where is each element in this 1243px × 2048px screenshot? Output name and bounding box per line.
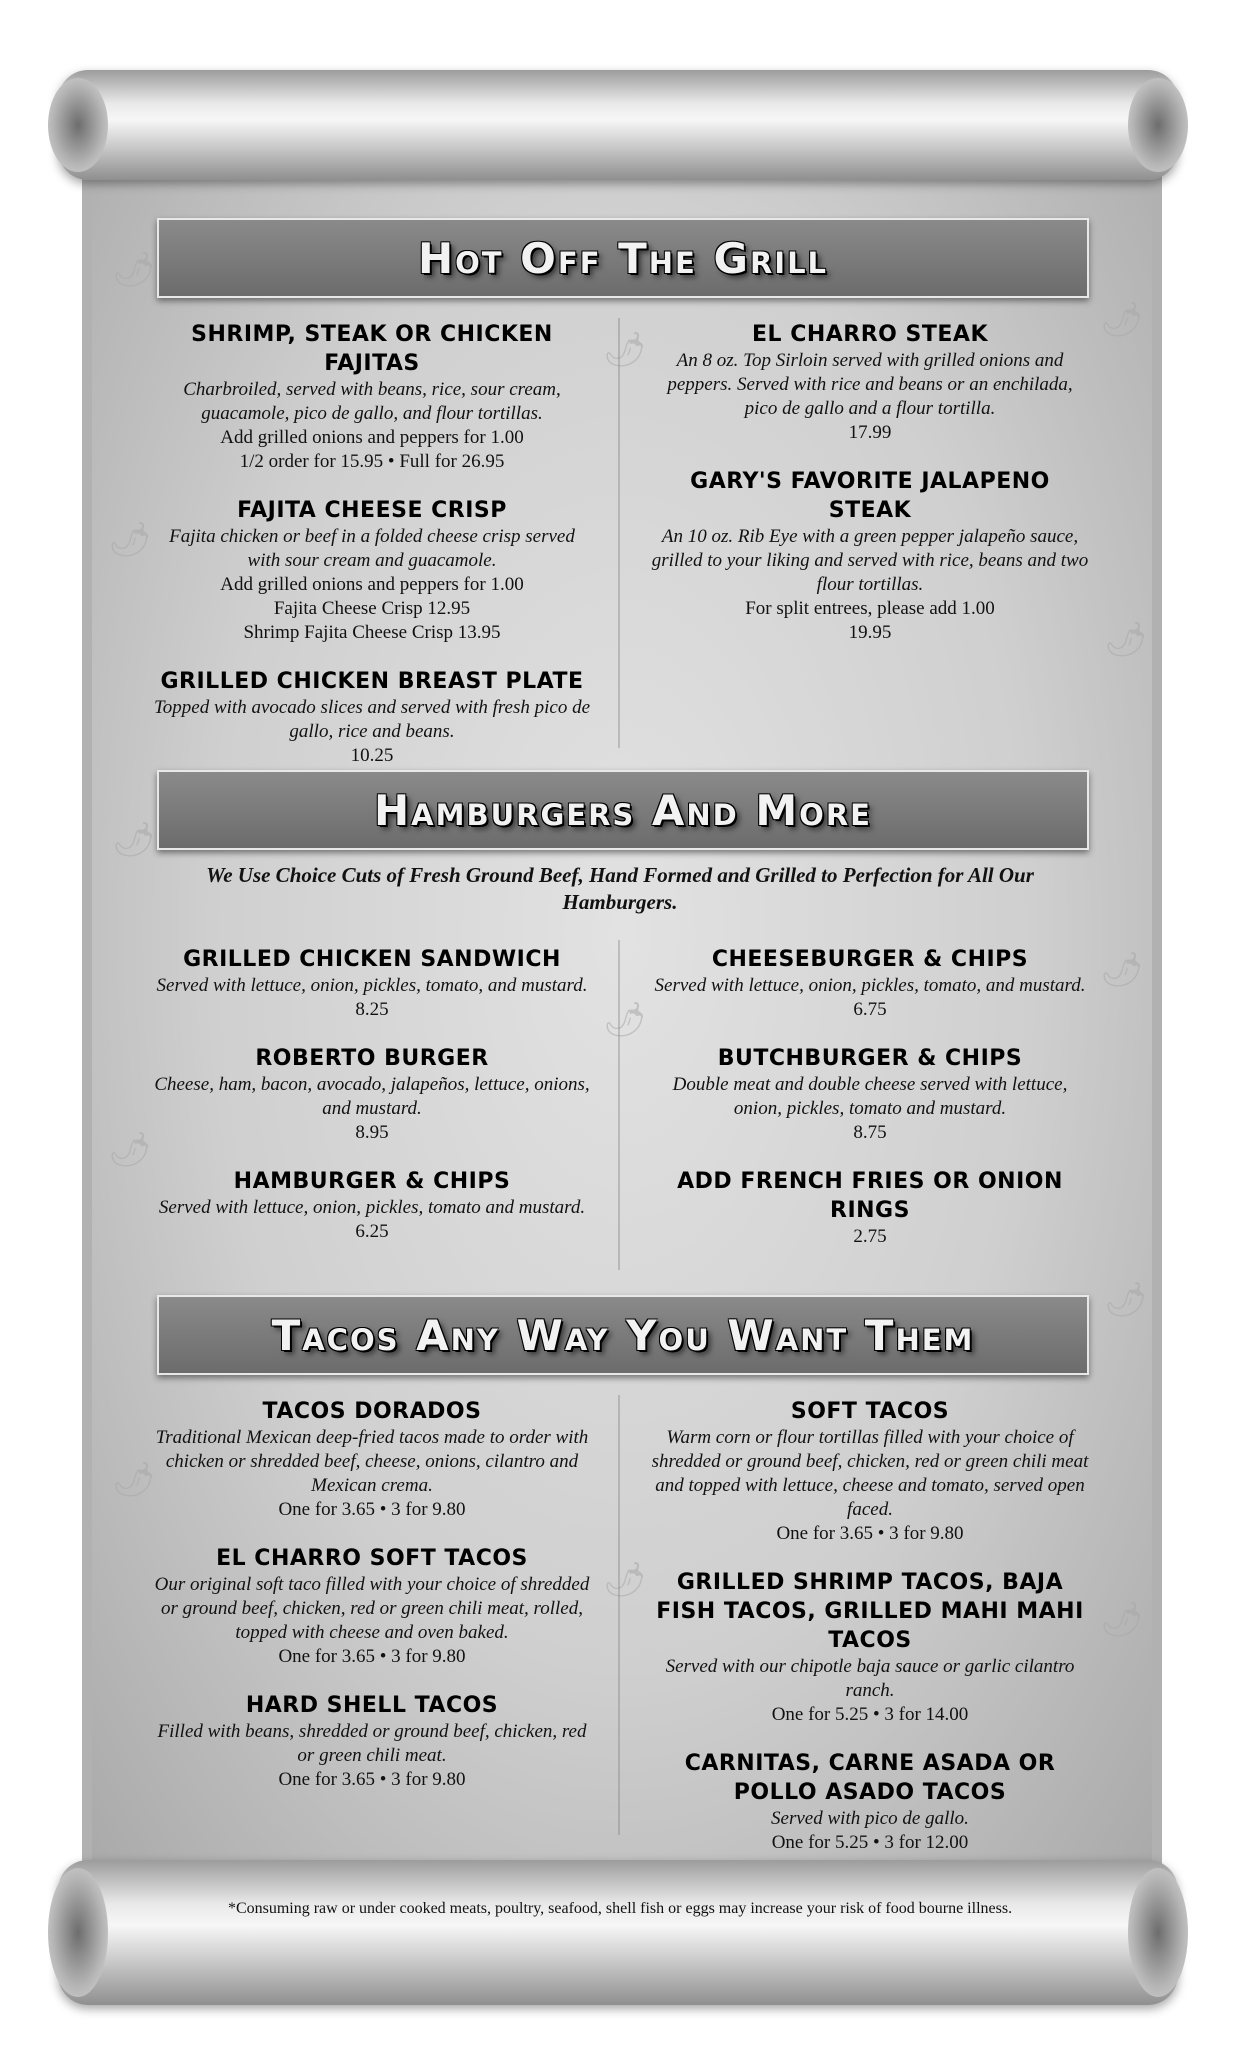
menu-item-name: CHEESEBURGER & CHIPS [711, 947, 1029, 972]
menu-item-price: Fajita Cheese Crisp 12.95 [273, 598, 471, 619]
chili-pepper-icon: 🌶 [112, 1460, 156, 1500]
menu-item [650, 1568, 1090, 1727]
menu-item-price: 19.95 [848, 622, 892, 643]
menu-item-name: CARNITAS, CARNE ASADA OR POLLO ASADO TACOS [684, 1751, 1056, 1805]
menu-item-price: 10.25 [350, 745, 394, 766]
menu-item-price: One for 3.65 • 3 for 9.80 [278, 1769, 466, 1790]
menu-item [152, 496, 592, 645]
menu-item-price: 17.99 [848, 422, 892, 443]
menu-item-name: HAMBURGER & CHIPS [233, 1169, 511, 1194]
menu-item [152, 1044, 592, 1145]
menu-item-name: FAJITA CHEESE CRISP [237, 498, 507, 523]
menu-item-price: 6.25 [355, 1221, 389, 1242]
chili-pepper-icon: 🌶 [603, 1560, 647, 1600]
menu-item-description: An 10 oz. Rib Eye with a green pepper jalapeño sauce, grilled to your liking and served with rice, beans and two flour tortillas. [651, 526, 1089, 595]
chili-pepper-icon: 🌶 [108, 1130, 152, 1170]
menu-item-name: ROBERTO BURGER [255, 1046, 489, 1071]
menu-item-description: Warm corn or flour tortillas filled with your choice of shredded or ground beef, chicken, red or green chili meat and topped with lettuce, cheese and tomato, served open faced. [651, 1427, 1089, 1520]
menu-item-description: Fajita chicken or beef in a folded cheese crisp served with sour cream and guacamole. [169, 526, 575, 571]
menu-item-name: BUTCHBURGER & CHIPS [717, 1046, 1023, 1071]
burgers-right-column [650, 945, 1090, 1271]
menu-item-description: Double meat and double cheese served with lettuce, onion, pickles, tomato and mustard. [672, 1074, 1068, 1119]
menu-item [152, 667, 592, 768]
menu-item-description: Our original soft taco filled with your choice of shredded or ground beef, chicken, red or green chili meat, rolled, topped with cheese and oven baked. [154, 1574, 590, 1643]
menu-item-description: Served with lettuce, onion, pickles, tomato, and mustard. [156, 975, 588, 996]
menu-item [650, 320, 1090, 445]
menu-item [650, 1044, 1090, 1145]
menu-item-description: Topped with avocado slices and served with fresh pico de gallo, rice and beans. [153, 697, 591, 742]
menu-item-price: One for 3.65 • 3 for 9.80 [278, 1646, 466, 1667]
menu-item-description: Served with lettuce, onion, pickles, tomato, and mustard. [654, 975, 1086, 996]
burgers-left-column [152, 945, 592, 1266]
scroll-top-roll [58, 70, 1178, 180]
menu-item-price: Add grilled onions and peppers for 1.00 [220, 574, 524, 595]
column-divider [618, 940, 620, 1270]
burgers-intro: We Use Choice Cuts of Fresh Ground Beef, Hand Formed and Grilled to Perfection for All Our Hamburgers. [206, 863, 1034, 914]
menu-item-description: Served with pico de gallo. [771, 1808, 969, 1829]
scroll-roll-end [1128, 78, 1188, 172]
chili-pepper-icon: 🌶 [108, 520, 152, 560]
section-title: Tacos Any Way You Want Them [271, 1310, 975, 1360]
chili-pepper-icon: 🌶 [112, 250, 156, 290]
section-title: Hot Off The Grill [417, 233, 829, 283]
menu-item [650, 945, 1090, 1022]
tacos-left-column [152, 1397, 592, 1814]
menu-item-price: Shrimp Fajita Cheese Crisp 13.95 [243, 622, 501, 643]
menu-item-price: For split entrees, please add 1.00 [745, 598, 995, 619]
menu-item-name: GRILLED CHICKEN BREAST PLATE [160, 669, 584, 694]
menu-item [152, 945, 592, 1022]
grill-right-column [650, 320, 1090, 667]
menu-item-name: GRILLED SHRIMP TACOS, BAJA FISH TACOS, GRILLED MAHI MAHI TACOS [656, 1570, 1084, 1653]
menu-item-price: One for 3.65 • 3 for 9.80 [776, 1523, 964, 1544]
scroll-bottom-roll [58, 1860, 1178, 2005]
menu-item [650, 1167, 1090, 1249]
menu-item-price: Add grilled onions and peppers for 1.00 [220, 427, 524, 448]
chili-pepper-icon: 🌶 [1104, 1280, 1148, 1320]
menu-item [650, 467, 1090, 645]
menu-item [152, 1544, 592, 1669]
section-title: Hamburgers And More [374, 785, 872, 835]
menu-item [152, 320, 592, 474]
menu-item-price: 8.95 [355, 1122, 389, 1143]
menu-item-price: 8.75 [853, 1122, 887, 1143]
menu-item-price: 6.75 [853, 999, 887, 1020]
food-safety-disclaimer: *Consuming raw or under cooked meats, poultry, seafood, shell fish or eggs may increase your risk of food bourne illness. [227, 1900, 1013, 1917]
menu-item-price: One for 5.25 • 3 for 14.00 [771, 1704, 969, 1725]
section-banner-grill [157, 218, 1089, 298]
menu-item [152, 1397, 592, 1522]
menu-item-price: One for 5.25 • 3 for 12.00 [771, 1832, 969, 1853]
menu-item-name: TACOS DORADOS [262, 1399, 482, 1424]
chili-pepper-icon: 🌶 [112, 820, 156, 860]
scroll-roll-end [48, 1868, 108, 1997]
menu-item-description: Served with our chipotle baja sauce or garlic cilantro ranch. [665, 1656, 1075, 1701]
chili-pepper-icon: 🌶 [603, 1000, 647, 1040]
menu-item-name: SOFT TACOS [790, 1399, 950, 1424]
menu-item-price: 2.75 [853, 1226, 887, 1247]
menu-item [650, 1749, 1090, 1855]
column-divider [618, 318, 620, 748]
chili-pepper-icon: 🌶 [1104, 620, 1148, 660]
menu-item-name: EL CHARRO STEAK [752, 322, 988, 347]
scroll-roll-end [48, 78, 108, 172]
menu-item-description: Traditional Mexican deep-fried tacos made to order with chicken or shredded beef, cheese, onions, cilantro and Mexican crema. [155, 1427, 589, 1496]
menu-item-description: Charbroiled, served with beans, rice, sour cream, guacamole, pico de gallo, and flour tortillas. [183, 379, 561, 424]
menu-item-price: 1/2 order for 15.95 • Full for 26.95 [239, 451, 505, 472]
tacos-right-column [650, 1397, 1090, 1877]
chili-pepper-icon: 🌶 [1100, 300, 1144, 340]
menu-item-name: GARY'S FAVORITE JALAPENO STEAK [690, 469, 1050, 523]
menu-item-price: One for 3.65 • 3 for 9.80 [278, 1499, 466, 1520]
menu-item-name: HARD SHELL TACOS [245, 1693, 499, 1718]
menu-item-description: Cheese, ham, bacon, avocado, jalapeños, lettuce, onions, and mustard. [154, 1074, 590, 1119]
chili-pepper-icon: 🌶 [1100, 950, 1144, 990]
column-divider [618, 1395, 620, 1835]
menu-item [152, 1167, 592, 1244]
menu-item-name: ADD FRENCH FRIES OR ONION RINGS [677, 1169, 1063, 1223]
chili-pepper-icon: 🌶 [1100, 1600, 1144, 1640]
menu-item [152, 1691, 592, 1792]
chili-pepper-icon: 🌶 [603, 330, 647, 370]
menu-item-description: Served with lettuce, onion, pickles, tomato and mustard. [158, 1197, 586, 1218]
menu-item-name: SHRIMP, STEAK OR CHICKEN FAJITAS [191, 322, 553, 376]
section-banner-tacos [157, 1295, 1089, 1375]
menu-item-description: Filled with beans, shredded or ground beef, chicken, red or green chili meat. [157, 1721, 587, 1766]
grill-left-column [152, 320, 592, 790]
menu-item [650, 1397, 1090, 1546]
menu-item-description: An 8 oz. Top Sirloin served with grilled onions and peppers. Served with rice and beans or an enchilada, pico de gallo and a flour tortilla. [667, 350, 1073, 419]
menu-item-name: EL CHARRO SOFT TACOS [216, 1546, 528, 1571]
section-banner-burgers [157, 770, 1089, 850]
menu-item-name: GRILLED CHICKEN SANDWICH [183, 947, 561, 972]
scroll-roll-end [1128, 1868, 1188, 1997]
menu-item-price: 8.25 [355, 999, 389, 1020]
